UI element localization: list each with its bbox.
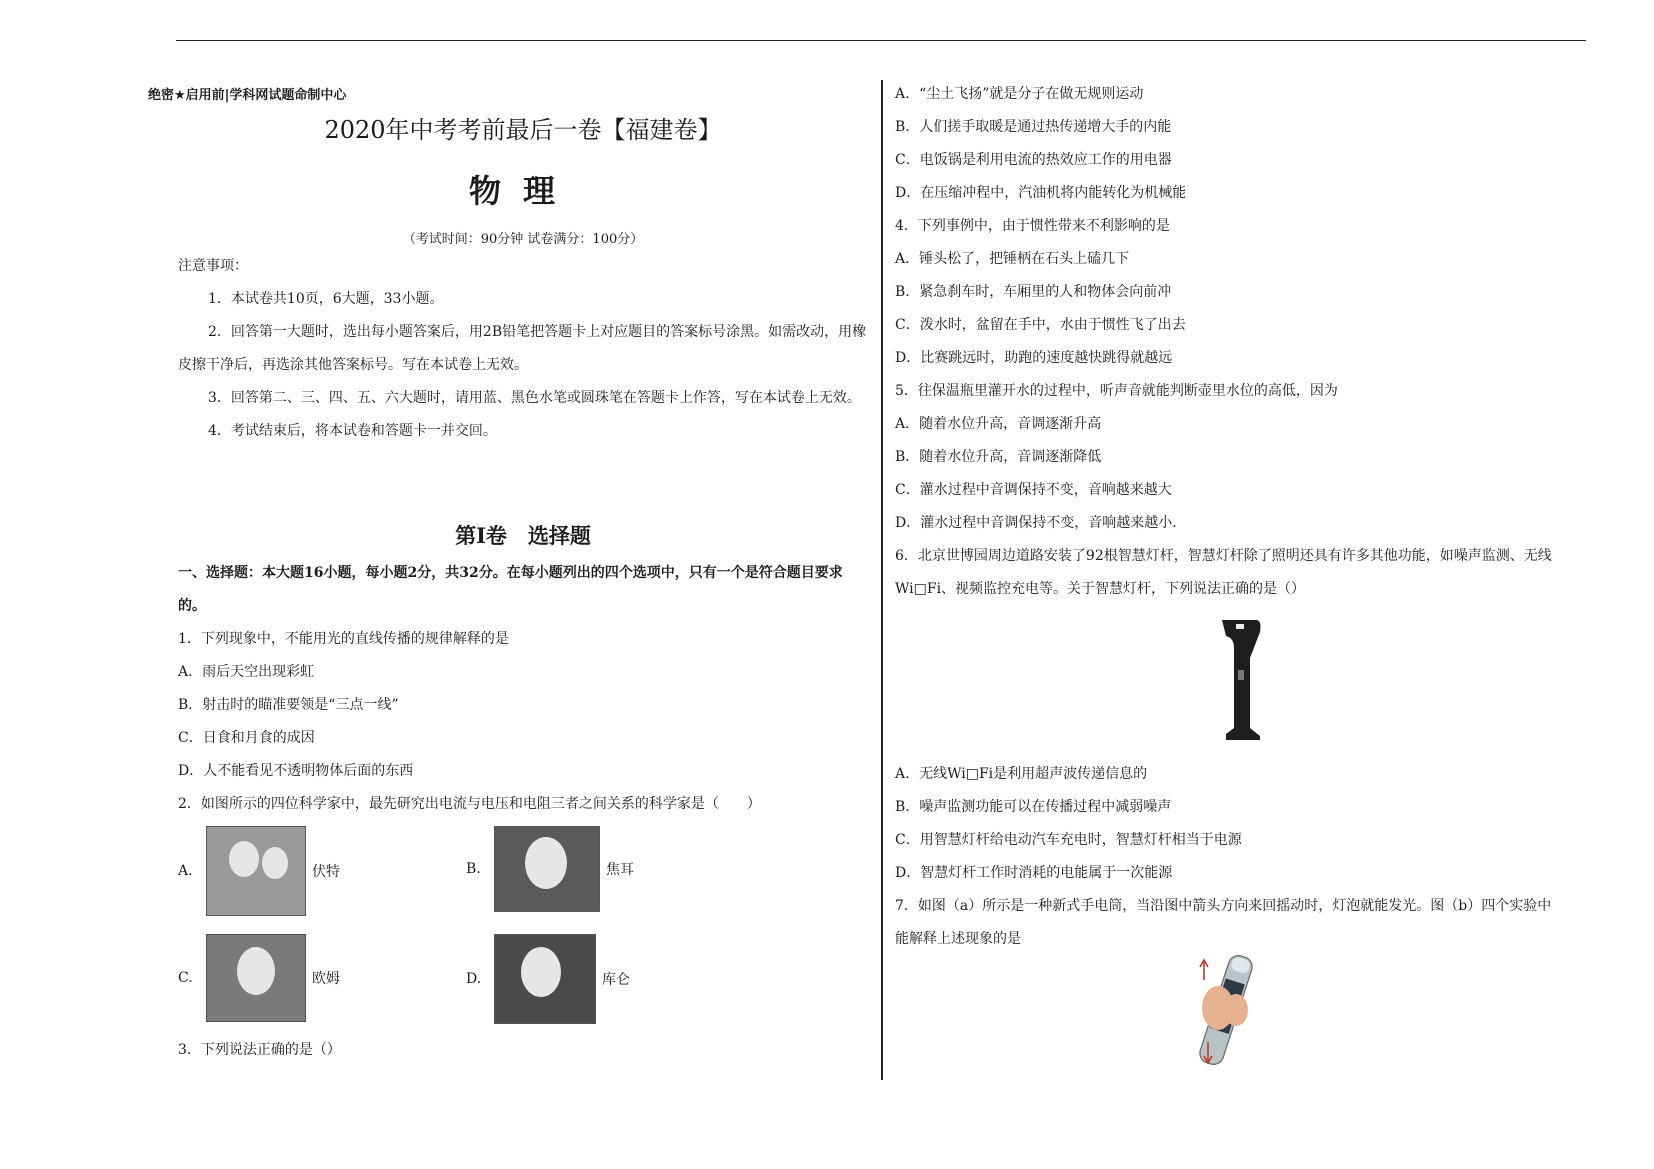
- answer-option: D．比赛跳远时，助跑的速度越快跳得就越远: [895, 350, 1173, 366]
- question-6-options: [895, 758, 1585, 956]
- question-stem: Wi□Fi、视频监控充电等。关于智慧灯杆，下列说法正确的是（）: [895, 581, 1306, 597]
- answer-option: B．随着水位升高，音调逐渐降低: [895, 449, 1102, 465]
- scientist-option-c: [178, 934, 340, 1022]
- answer-option: A．锤头松了，把锤柄在石头上磕几下: [895, 251, 1130, 267]
- notes-block: [178, 250, 868, 448]
- option-letter: B.: [466, 861, 481, 877]
- answer-option: D．灌水过程中音调保持不变，音响越来越小.: [895, 515, 1177, 531]
- scientist-portrait-image: [206, 826, 306, 916]
- question-stem: 6．北京世博园周边道路安装了92根智慧灯杆，智慧灯杆除了照明还具有许多其他功能，如噪声监测、无线: [895, 548, 1552, 564]
- top-rule: [176, 40, 1586, 41]
- exam-info: （考试时间：90分钟 试卷满分：100分）: [402, 232, 644, 247]
- scientist-option-a: [178, 826, 340, 916]
- column-divider: [881, 80, 883, 1080]
- question-stem: 1．下列现象中，不能用光的直线传播的规律解释的是: [178, 631, 509, 647]
- answer-option: A．无线Wi□Fi是利用超声波传递信息的: [895, 766, 1148, 782]
- answer-option: B．紧急刹车时，车厢里的人和物体会向前冲: [895, 284, 1172, 300]
- section-title: 第Ⅰ卷 选择题: [455, 523, 591, 548]
- option-letter: A.: [178, 863, 193, 879]
- answer-option: B．噪声监测功能可以在传播过程中减弱噪声: [895, 799, 1172, 815]
- question-stem: 2．如图所示的四位科学家中，最先研究出电流与电压和电阻三者之间关系的科学家是（ ）: [178, 796, 761, 812]
- question-stem: 7．如图（a）所示是一种新式手电筒，当沿图中箭头方向来回摇动时，灯泡就能发光。图（b）四个实验中: [895, 898, 1552, 914]
- answer-option: C．用智慧灯杆给电动汽车充电时，智慧灯杆相当于电源: [895, 832, 1242, 848]
- answer-option: D．在压缩冲程中，汽油机将内能转化为机械能: [895, 185, 1187, 201]
- scientist-option-d: [466, 934, 630, 1024]
- option-letter: D.: [466, 971, 482, 987]
- note-item: 1．本试卷共10页，6大题，33小题。: [208, 291, 444, 307]
- scientist-portrait-image: [494, 934, 596, 1024]
- question-stem: 4．下列事例中，由于惯性带来不利影响的是: [895, 218, 1170, 234]
- answer-option: C．灌水过程中音调保持不变，音响越来越大: [895, 482, 1172, 498]
- question-stem: 能解释上述现象的是: [895, 931, 1021, 947]
- answer-option: A．随着水位升高，音调逐渐升高: [895, 416, 1102, 432]
- smart-lamp-post-figure: [1216, 618, 1266, 742]
- note-item: 3．回答第二、三、四、五、六大题时，请用蓝、黑色水笔或圆珠笔在答题卡上作答，写在本试卷上无效。: [208, 390, 861, 406]
- shake-flashlight-figure: [1184, 950, 1268, 1072]
- secret-label: 绝密★启用前|学科网试题命制中心: [148, 88, 347, 103]
- answer-option: C．电饭锅是利用电流的热效应工作的用电器: [895, 152, 1172, 168]
- answer-option: A．“尘土飞扬”就是分子在做无规则运动: [895, 86, 1144, 102]
- scientist-name: 库仑: [602, 972, 630, 988]
- answer-option: B．射击时的瞄准要领是“三点一线”: [178, 697, 399, 713]
- question-stem: 5．往保温瓶里灌开水的过程中，听声音就能判断壶里水位的高低，因为: [895, 383, 1338, 399]
- answer-option: C．日食和月食的成因: [178, 730, 315, 746]
- note-item: 2．回答第一大题时，选出每小题答案后，用2B铅笔把答题卡上对应题目的答案标号涂黑。如需改动，用橡皮擦干净后，再选涂其他答案标号。写在本试卷上无效。: [178, 324, 867, 373]
- scientist-option-b: [466, 826, 634, 912]
- scientist-name: 伏特: [312, 864, 340, 880]
- notes-heading: 注意事项：: [178, 258, 248, 274]
- answer-option: D．人不能看见不透明物体后面的东西: [178, 763, 414, 779]
- right-column: [895, 78, 1585, 606]
- section-heading: 一、选择题：本大题16小题，每小题2分，共32分。在每小题列出的四个选项中，只有一个是符合题目要求的。: [178, 565, 843, 614]
- scientist-portrait-image: [206, 934, 306, 1022]
- exam-title: 2020年中考考前最后一卷【福建卷】: [324, 116, 722, 144]
- question-stem: 3．下列说法正确的是（）: [178, 1042, 341, 1058]
- scientist-name: 欧姆: [312, 971, 340, 987]
- answer-option: D．智慧灯杆工作时消耗的电能属于一次能源: [895, 865, 1173, 881]
- question-1-block: [178, 557, 868, 821]
- note-item: 4．考试结束后，将本试卷和答题卡一并交回。: [208, 423, 497, 439]
- answer-option: C．泼水时，盆留在手中，水由于惯性飞了出去: [895, 317, 1186, 333]
- answer-option: A．雨后天空出现彩虹: [178, 664, 315, 680]
- answer-option: B．人们搓手取暖是通过热传递增大手的内能: [895, 119, 1172, 135]
- subject-title: 物理: [468, 172, 577, 210]
- scientist-portrait-image: [494, 826, 600, 912]
- scientist-name: 焦耳: [606, 862, 634, 878]
- option-letter: C.: [178, 970, 193, 986]
